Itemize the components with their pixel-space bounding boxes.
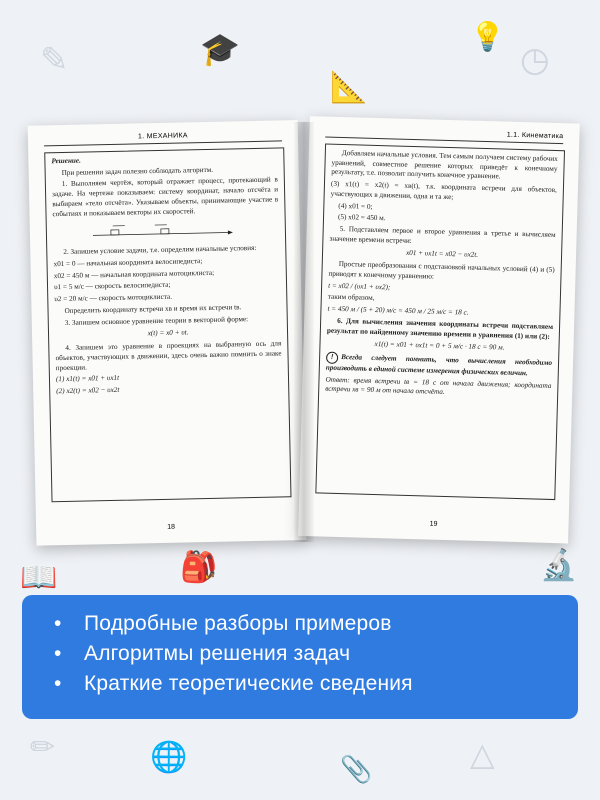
right-page-header: 1.1. Кинематика <box>325 117 563 145</box>
open-book <box>32 112 578 542</box>
feature-text: Подробные разборы примеров <box>84 612 392 635</box>
text-line: 2. Запишем условие задачи, т.е. определим начальные условия: <box>63 244 257 257</box>
text-line: x02 = 450 м — начальная координата мотоциклиста; <box>53 268 215 280</box>
compass-doodle-icon: ✏ <box>30 730 56 765</box>
formula: (4) x01 = 0; <box>338 201 373 211</box>
text-line: 6. Для вычисления значения координаты встречи подставляем результат по найденному значению времени в уравнения (1) или (2): <box>326 316 554 341</box>
formula: (1) x1(t) = x01 + υx1t <box>55 374 120 384</box>
left-page-content <box>44 147 291 502</box>
right-page-content <box>315 144 565 501</box>
text-line: (3) x1(t) = x2(t) = xв(t), т.к. координата встречи для объектов, участвующих в движении, одна и та же; <box>330 179 558 201</box>
motion-diagram <box>53 218 279 245</box>
text-line: 1. Выполняем чертёж, который отражает процесс, протекающий в задаче. На чертеже показываем: систему координат, начало отсчёта и выбираем «тело отсчёта». Указываем объекты, принимающие участие в событиях и показываем векторы их скоростей. <box>52 175 279 218</box>
formula: t = 450 м / (5 + 20) м/с = 450 м / 25 м/с = 18 с. <box>327 304 469 317</box>
text-line: 5. Подставляем первое и второе уравнения в третье и вычисляем значение времени встречи: <box>329 224 556 245</box>
text-line: При решении задач полезно соблюдать алгоритм. <box>61 165 214 177</box>
right-page <box>298 116 580 543</box>
text-line: Определить координату встречи xв и время их встречи tв. <box>64 303 242 315</box>
text-line: таким образом, <box>327 292 375 303</box>
globe-doodle-icon: 🌐 <box>150 740 188 775</box>
paperclip-doodle-icon: 📎 <box>340 755 373 785</box>
left-page-header: 1. МЕХАНИКА <box>44 120 282 146</box>
exclamation-icon: ! <box>326 352 338 364</box>
text-line: 4. Запишем это уравнение в проекциях на выбранную ось для объектов, участвующих в движении, здесь очень важно помнить о знаке проекции. <box>55 339 282 372</box>
pencil-doodle-icon: ✎ <box>40 40 69 80</box>
text-line: Простые преобразования с подстановкой начальных условий (4) и (5) приводят к конечному уравнению: <box>328 260 555 281</box>
text-line: υ2 = 20 м/с — скорость мотоциклиста. <box>54 292 173 304</box>
formula: x01 + υx1t = x02 − υx2t. <box>405 249 479 260</box>
lightbulb-doodle-icon: 💡 <box>470 20 505 53</box>
left-page <box>28 120 307 546</box>
feature-item <box>54 672 413 696</box>
bullet-icon: • <box>54 612 62 635</box>
clock-doodle-icon: ◷ <box>520 40 550 80</box>
feature-item <box>54 612 392 636</box>
feature-item <box>54 642 350 666</box>
axis-diagram <box>53 218 253 244</box>
left-page-number: 18 <box>167 523 176 531</box>
formula: x(t) = x0 + υt. <box>147 328 189 338</box>
bullet-icon: • <box>54 672 62 695</box>
feature-text: Алгоритмы решения задач <box>84 642 351 665</box>
note-text: Всегда следует помнить, что вычисления необходимо производить в единой системе измерения физических величин. <box>325 352 553 378</box>
formula: (5) x02 = 450 м. <box>337 213 386 223</box>
triangle-doodle-icon: △ <box>470 735 495 773</box>
book-spine <box>294 122 314 542</box>
microscope-doodle-icon: 🔬 <box>540 548 578 583</box>
feature-text: Краткие теоретические сведения <box>84 672 413 695</box>
text-line: Добавляем начальные условия. Тем самым получаем систему рабочих уравнений, совместное решение которых приведёт к конечному результату, т.е. позволит получить конечное уравнение. <box>331 148 558 181</box>
formula: (2) x2(t) = x02 − υx2t <box>56 385 120 396</box>
right-page-number: 19 <box>429 520 438 528</box>
text-line: x01 = 0 — начальная координата велосипедиста; <box>53 257 203 269</box>
text-line: υ1 = 5 м/с — скорость велосипедиста; <box>53 281 171 292</box>
answer-line: Ответ: время встречи tв = 18 с от начала движения; координата встречи xв = 90 м от начала отсчёта. <box>325 375 552 397</box>
ruler-doodle-icon: 📐 <box>330 70 368 105</box>
formula: x1(t) = x01 + υx1t = 0 + 5 м/с · 18 с = 90 м. <box>374 340 505 352</box>
graduation-cap-doodle-icon: 🎓 <box>200 30 240 68</box>
solution-heading: Решение. <box>51 156 81 166</box>
book-doodle-icon: 📖 <box>20 560 58 595</box>
backpack-doodle-icon: 🎒 <box>180 550 218 585</box>
formula: t = x02 / (υx1 + υx2); <box>328 281 391 292</box>
bullet-icon: • <box>54 642 62 665</box>
text-line: 3. Запишем основное уравнение теории в векторной форме: <box>64 314 249 327</box>
